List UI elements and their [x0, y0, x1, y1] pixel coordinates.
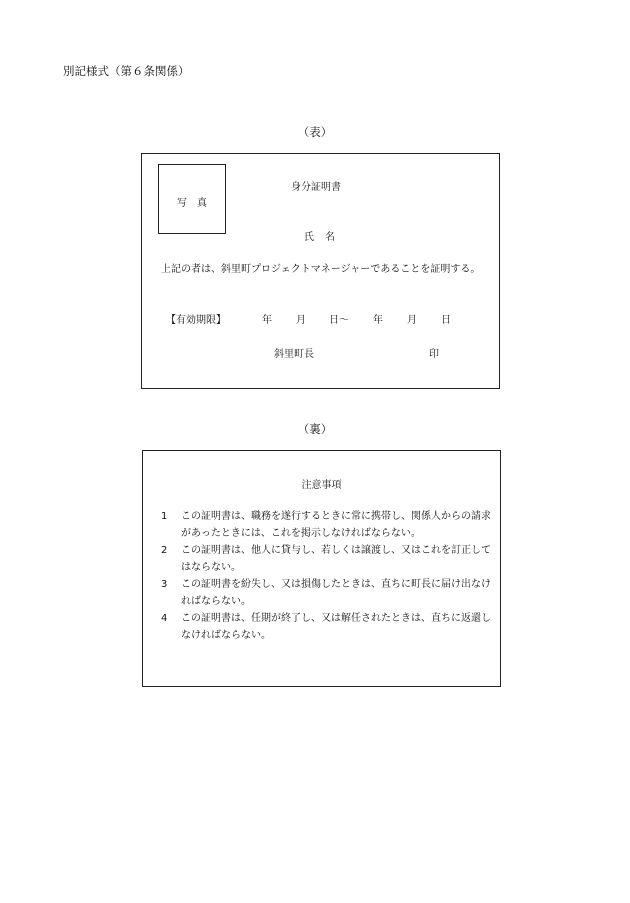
note-text: この証明書は、他人に貸与し、若しくは譲渡し、又はこれを訂正してはならない。 — [181, 545, 491, 573]
notes-title: 注意事項 — [301, 480, 342, 491]
note-number: 2 — [161, 545, 168, 556]
note-item — [159, 576, 495, 610]
validity-month-end: 月 — [407, 315, 417, 326]
name-label: 氏名 — [304, 232, 346, 243]
photo-box — [158, 164, 226, 234]
note-item — [159, 508, 495, 542]
mayor-title: 斜里町長 — [274, 349, 314, 360]
seal-mark: 印 — [429, 349, 439, 360]
validity-year-start: 年 — [262, 315, 272, 326]
certificate-title: 身分証明書 — [291, 182, 341, 193]
note-number: 1 — [161, 511, 168, 522]
form-title: 別記様式（第６条関係） — [63, 64, 190, 78]
note-text: この証明書は、任期が終了し、又は解任されたときは、直ちに返還しなければならない。 — [181, 613, 491, 641]
note-number: 4 — [161, 613, 168, 624]
back-side-label: （裏） — [297, 422, 333, 436]
photo-label: 写真 — [177, 198, 217, 209]
notes-list — [159, 508, 495, 644]
note-number: 3 — [161, 579, 168, 590]
front-side-label: （表） — [297, 125, 333, 139]
id-card-front — [141, 153, 500, 389]
validity-label: 【有効期限】 — [166, 315, 226, 326]
validity-year-end: 年 — [373, 315, 383, 326]
note-item — [159, 610, 495, 644]
id-card-back — [142, 450, 501, 687]
note-item — [159, 542, 495, 576]
validity-day-end: 日 — [441, 315, 451, 326]
certificate-statement: 上記の者は、斜里町プロジェクトマネージャーであることを証明する。 — [161, 264, 481, 275]
note-text: この証明書を紛失し、又は損傷したときは、直ちに町長に届け出なければならない。 — [181, 579, 491, 607]
note-text: この証明書は、職務を遂行するときに常に携帯し、関係人からの請求があったときには、これを掲示しなければならない。 — [181, 511, 491, 539]
issuer-row — [142, 345, 501, 359]
validity-day-start: 日～ — [329, 315, 349, 326]
validity-period-row — [166, 311, 496, 325]
validity-month-start: 月 — [296, 315, 306, 326]
